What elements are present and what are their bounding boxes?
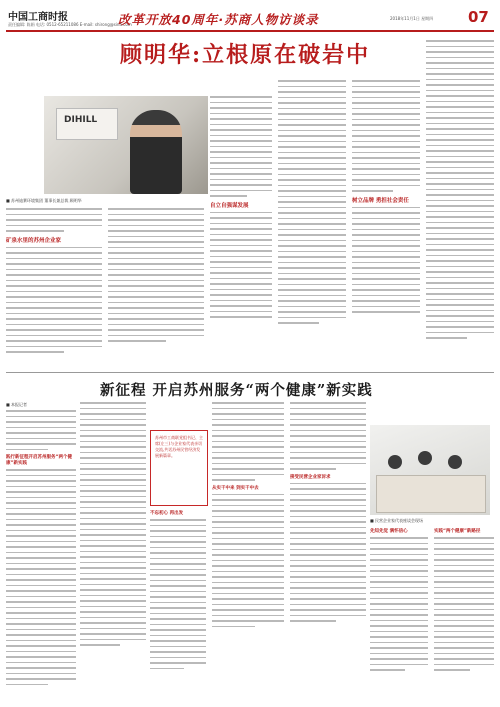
article2-text-col <box>80 402 146 700</box>
article-text-col <box>6 208 102 368</box>
article-subhead: 自立自强谋发展 <box>210 202 249 209</box>
article-text-col <box>210 96 272 368</box>
section-banner: 改革开放40周年·苏商人物访谈录 <box>118 12 319 27</box>
article-headline: 顾明华:立根原在破岩中 <box>120 42 371 68</box>
masthead-contact: 责任编辑: 陈娟 电话: 0512-65211086 E-mail: shirong@sina.com <box>8 22 132 27</box>
article2-subhead: 从实干中来 到实干中去 <box>212 485 259 491</box>
article-text-col <box>278 80 346 368</box>
meeting-photo-caption: ■ 民营企业家代表座谈会现场 <box>370 518 424 523</box>
meeting-photo <box>370 425 490 515</box>
quote-box <box>150 430 208 506</box>
article2-text-col <box>150 510 206 700</box>
article2-headline: 新征程 开启苏州服务“两个健康”新实践 <box>100 382 373 399</box>
article2-subhead: 接受民营企业家诉求 <box>290 474 331 480</box>
photo-sign-text: DIHILL <box>64 115 98 125</box>
article2-subhead: 不忘初心 再出发 <box>150 511 184 516</box>
article2-subhead: 实践“两个健康”新路径 <box>434 529 481 534</box>
article2-author: ■ 本报记者 <box>6 402 28 407</box>
portrait-photo <box>44 96 208 194</box>
section-divider <box>6 372 494 373</box>
article2-subhead: 先知先觉 满怀信心 <box>370 529 408 534</box>
article-text-col <box>426 40 494 368</box>
article-subhead: 树立品牌 勇担社会责任 <box>352 197 409 204</box>
photo-caption: ■ 苏州迪赛环境集团 董事长兼总裁 顾明华 <box>6 198 82 203</box>
article2-subhead: 践行新征程开启苏州服务“两个健康”新实践 <box>6 455 72 466</box>
article-subhead: 矿泉水里的苏州企业家 <box>6 237 62 244</box>
header-rule <box>6 30 494 32</box>
article-text-col <box>352 80 420 368</box>
article-text-col <box>108 208 204 368</box>
page-number: 07 <box>468 8 489 26</box>
quote-box-text: 苏州市工商联党组书记、主席(左三)与企业家代表亲切交流,共话苏州民营经济发展新篇章。 <box>155 435 203 458</box>
issue-date: 2018年11月1日 星期四 <box>390 16 434 21</box>
article2-text-col <box>6 410 76 700</box>
article2-text-col <box>370 528 428 700</box>
article2-text-col <box>290 402 366 700</box>
article2-text-col <box>212 402 284 700</box>
article2-text-col <box>434 528 494 700</box>
masthead-logo: 中国工商时报 <box>8 12 68 23</box>
